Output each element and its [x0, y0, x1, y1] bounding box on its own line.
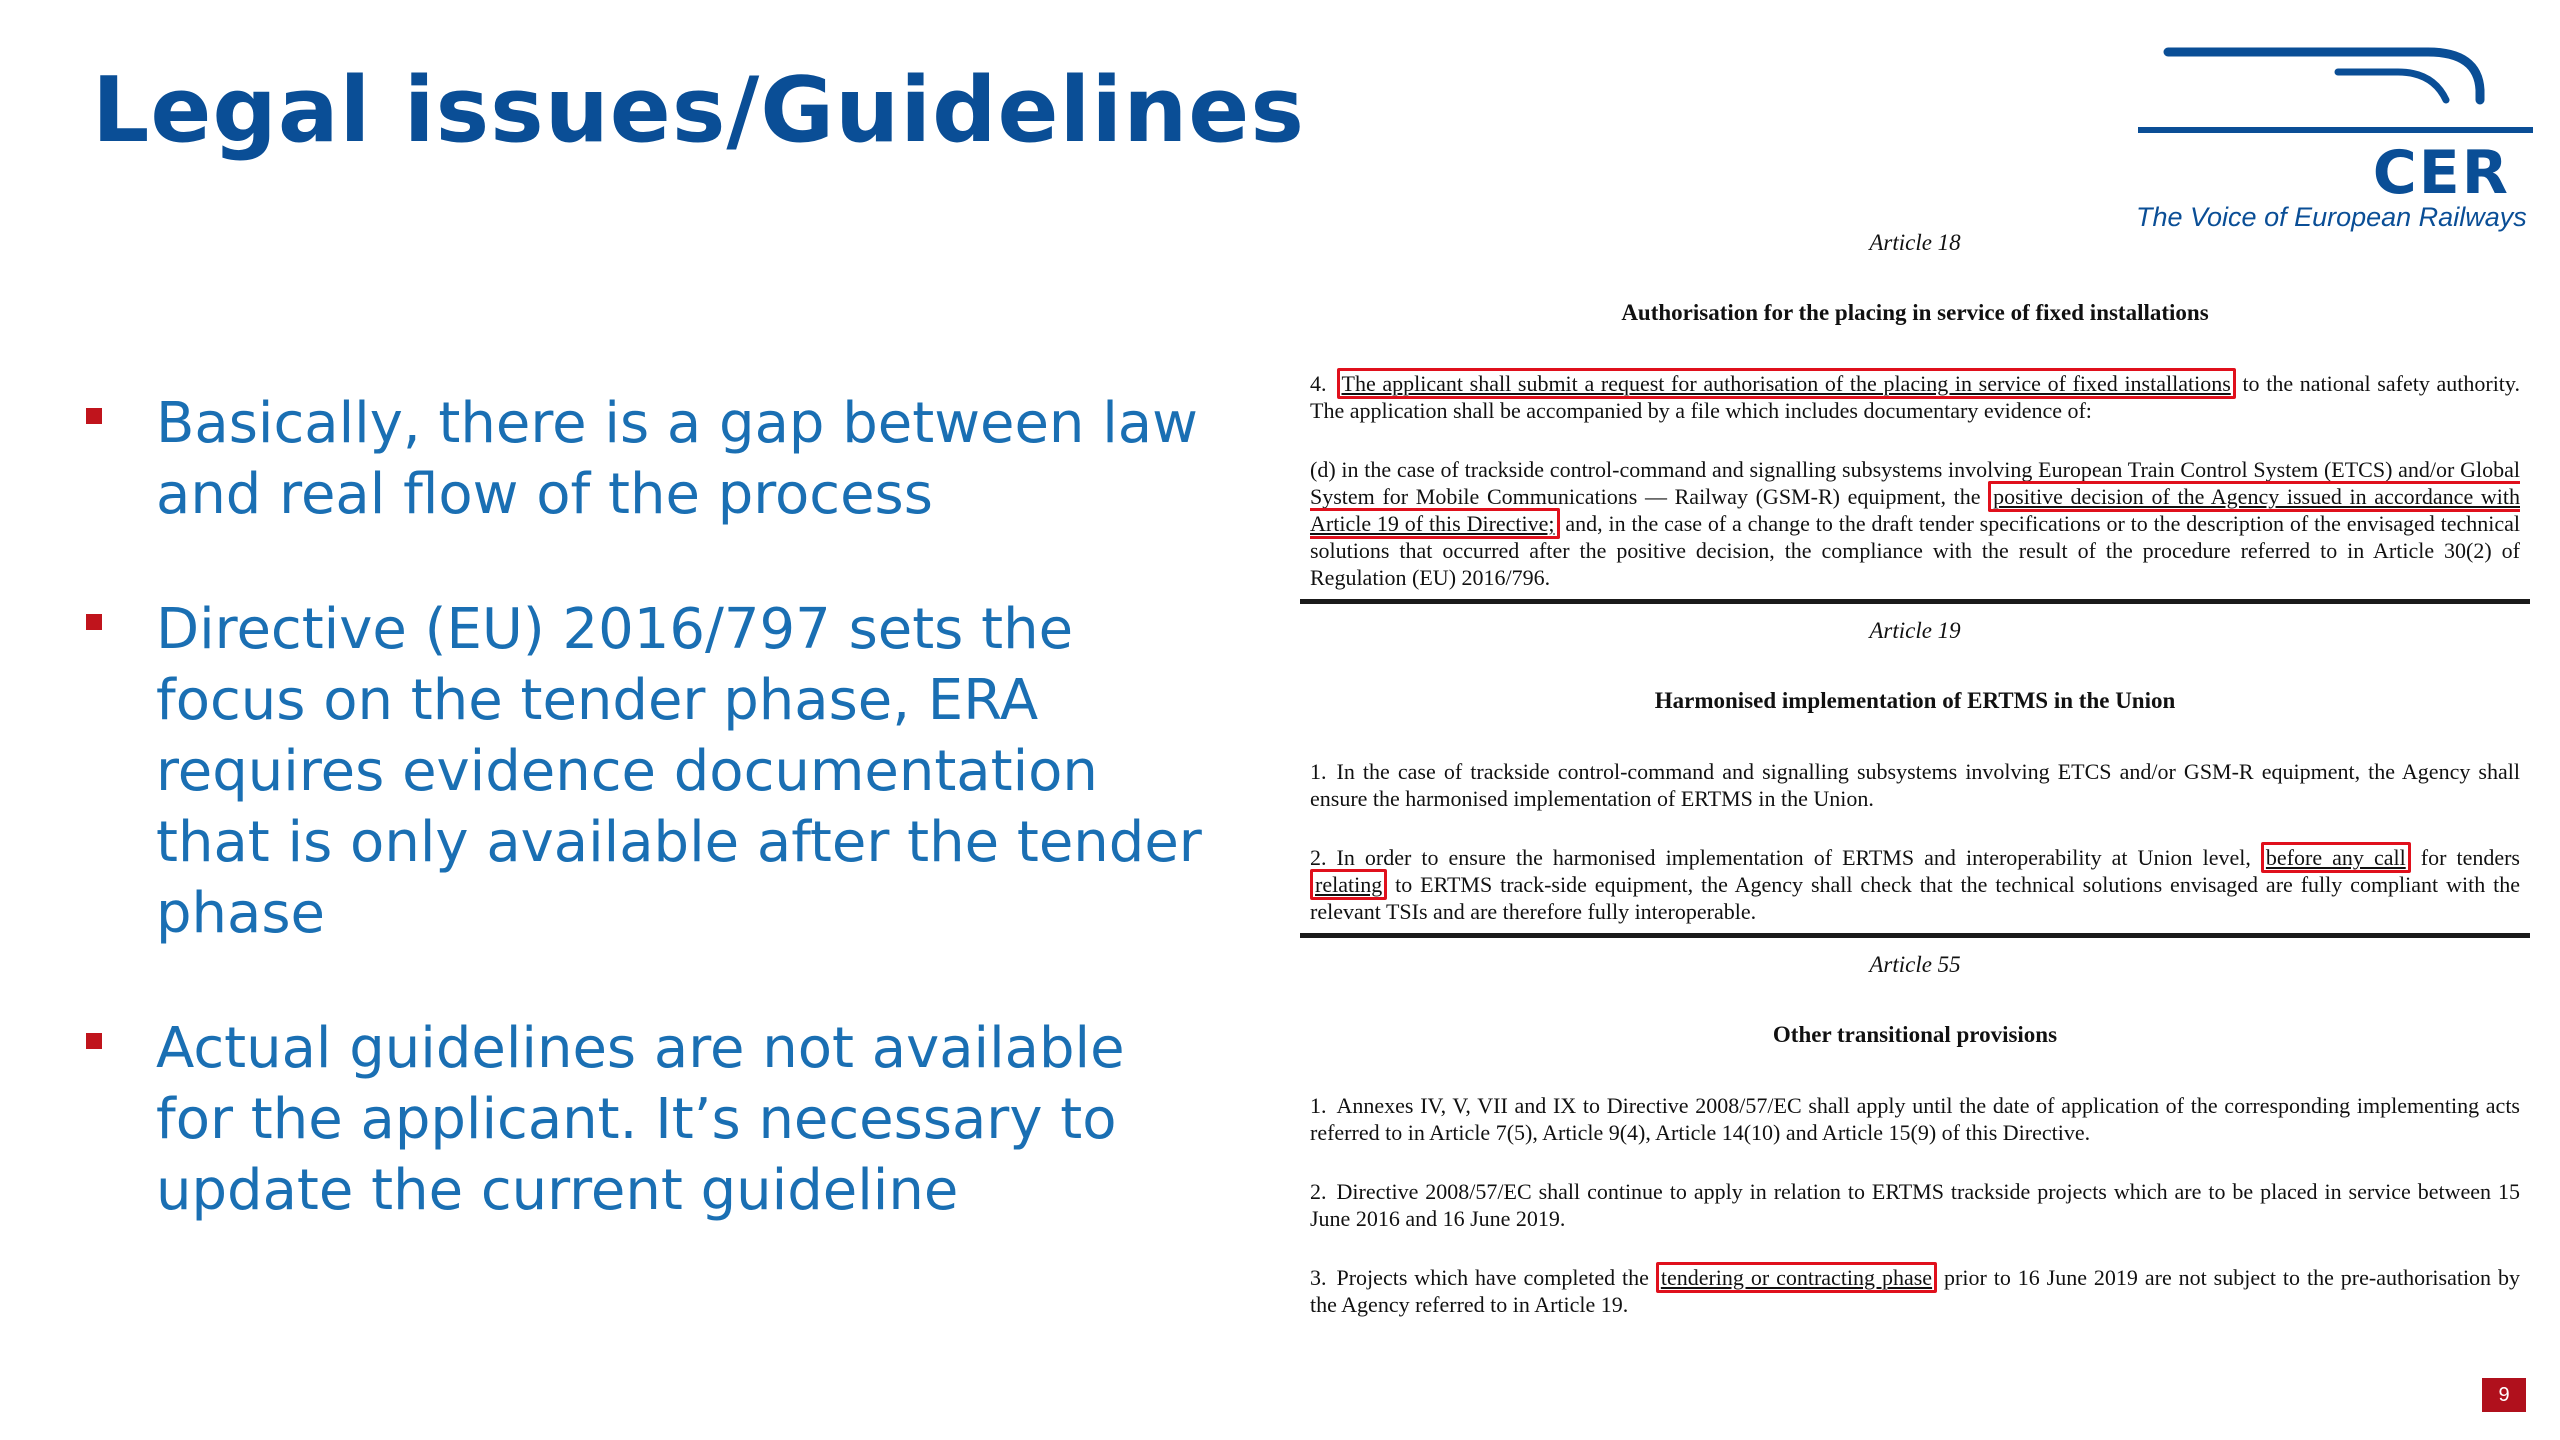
- logo-tagline: The Voice of European Railways: [2136, 202, 2527, 232]
- article-19-title: Harmonised implementation of ERTMS in the Union: [1654, 688, 2176, 713]
- paragraph-number: 2.: [1310, 845, 1327, 870]
- paragraph-number: 1.: [1310, 1093, 1327, 1118]
- article-55-title: Other transitional provisions: [1772, 1022, 2058, 1047]
- paragraph-text: Annexes IV, V, VII and IX to Directive 2008/57/EC shall apply until the date of application of the corresponding implementing acts referred to in Article 7(5), Article 9(4), Article 14(10) and Article 15(9) of this Directive.: [1310, 1093, 2520, 1145]
- article-55-paragraph-1: [1310, 1092, 2520, 1146]
- paragraph-number: 3.: [1310, 1265, 1327, 1290]
- bullet-item: [86, 594, 1216, 949]
- bullet-list: [86, 388, 1216, 1290]
- article-19-paragraph-2: [1310, 844, 2520, 925]
- paragraph-text: and, in the case of a change to the draft tender specifications or to the description of the envisaged technical solutions that occurred after the positive decision, the compliance with the result of the procedure referred to in Article 30(2) of Regulation (EU) 2016/796.: [1310, 511, 2520, 590]
- bullet-marker-icon: [86, 1033, 102, 1049]
- article-19-paragraph-1: [1310, 758, 2520, 812]
- bullet-item: [86, 388, 1216, 530]
- highlight-box: relating: [1310, 869, 1387, 900]
- highlight-box: before any call: [2261, 842, 2411, 873]
- highlight-box: tendering or contracting phase: [1656, 1262, 1937, 1293]
- paragraph-text: for tenders: [2410, 845, 2520, 870]
- paragraph-text: (d) in the case of trackside control-command and signalling subsystems involving European Train Control System (ETCS) and/or Global System for Mobile Communications — Railway (GSM-R) equipment, the: [1310, 457, 2520, 509]
- article-18-point-d: [1310, 456, 2520, 591]
- paragraph-text: Projects which have completed the: [1336, 1265, 1656, 1290]
- logo-wordmark: CER: [2372, 138, 2510, 208]
- paragraph-text: to the national safety authority. The application shall be accompanied by a file which includes documentary evidence of:: [1310, 371, 2520, 423]
- directive-excerpt: [1310, 230, 2520, 1350]
- article-55-paragraph-3: [1310, 1264, 2520, 1318]
- article-55-label: Article 55: [1869, 952, 1961, 977]
- article-55-paragraph-2: [1310, 1178, 2520, 1232]
- cer-train-logo-icon: [2128, 38, 2538, 148]
- paragraph-number: 4.: [1310, 371, 1327, 396]
- section-divider: [1300, 599, 2530, 604]
- bullet-text: Basically, there is a gap between law and real flow of the process: [156, 391, 1198, 527]
- section-divider: [1300, 933, 2530, 938]
- paragraph-text: prior to 16 June 2019 are not subject to the pre-authorisation by the Agency referred to in Article 19.: [1310, 1265, 2520, 1317]
- cer-logo: [2128, 38, 2538, 238]
- bullet-marker-icon: [86, 408, 102, 424]
- article-18-title: Authorisation for the placing in service of fixed installations: [1621, 300, 2209, 325]
- highlight-box: positive decision of the Agency issued in accordance with Article 19 of this Directive;: [1310, 481, 2520, 539]
- bullet-marker-icon: [86, 614, 102, 630]
- paragraph-text: Directive 2008/57/EC shall continue to apply in relation to ERTMS trackside projects which are to be placed in service between 15 June 2016 and 16 June 2019.: [1310, 1179, 2520, 1231]
- highlight-box: The applicant shall submit a request for authorisation of the placing in service of fixed installations: [1337, 368, 2236, 399]
- bullet-text: Directive (EU) 2016/797 sets the focus on the tender phase, ERA requires evidence documentation that is only available after the tender phase: [156, 597, 1202, 946]
- paragraph-number: 1.: [1310, 759, 1327, 784]
- paragraph-text: to ERTMS track-side equipment, the Agency shall check that the technical solutions envisaged are fully compliant with the relevant TSIs and are therefore fully interoperable.: [1310, 872, 2520, 924]
- paragraph-number: 2.: [1310, 1179, 1327, 1204]
- bullet-text: Actual guidelines are not available for the applicant. It’s necessary to update the current guideline: [156, 1016, 1125, 1223]
- page-number-badge: 9: [2482, 1378, 2526, 1412]
- article-19-label: Article 19: [1869, 618, 1961, 643]
- paragraph-text: In the case of trackside control-command and signalling subsystems involving ETCS and/or GSM-R equipment, the Agency shall ensure the harmonised implementation of ERTMS in the Union.: [1310, 759, 2520, 811]
- bullet-item: [86, 1013, 1216, 1226]
- article-18-paragraph-4: [1310, 370, 2520, 424]
- slide-title: Legal issues/Guidelines: [92, 58, 1305, 163]
- paragraph-text: In order to ensure the harmonised implementation of ERTMS and interoperability at Union level,: [1336, 845, 2261, 870]
- article-18-label: Article 18: [1869, 230, 1961, 255]
